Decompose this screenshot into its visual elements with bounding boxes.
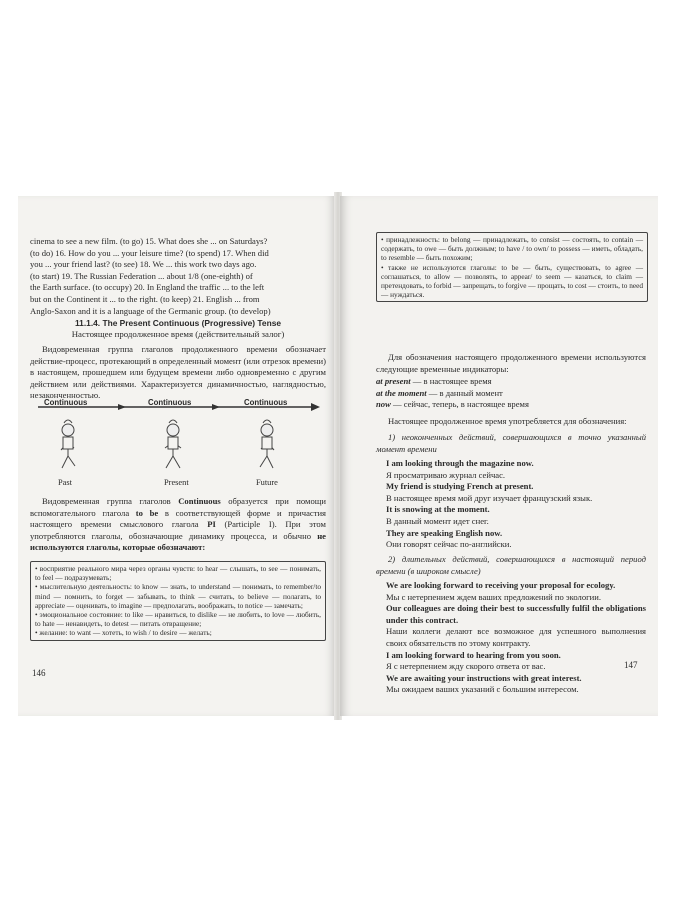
label-past: Past <box>58 478 72 487</box>
example-en: Our colleagues are doing their best to successfully fulfil the obligations under this contract. <box>386 603 646 625</box>
paragraph-definition: Видовременная группа глаголов продолженного времени обозначает действие-процесс, протекающий в определенный момент (или отрезок времени) в настоящем, прошедшем или будущем времени либо одновременно с другим действием или действиями. Характеризуется динамичностью, наглядностью, незаконченностью. <box>30 344 326 401</box>
arrow-head-icon <box>311 403 320 411</box>
examples-block-2 <box>386 580 646 696</box>
box-item: • желание: to want — хотеть, to wish / to desire — желать; <box>35 628 212 638</box>
example-en: I am looking forward to hearing from you soon. <box>386 649 561 660</box>
examples-block-1 <box>386 458 646 551</box>
arrow-head-icon <box>118 404 126 410</box>
indicator-item: now — сейчас, теперь, в настоящее время <box>376 399 529 410</box>
example-en: We are looking forward to receiving your proposal for ecology. <box>386 580 616 590</box>
paragraph-formation: Видовременная группа глаголов Continuous образуется при помощи вспомогательного глагола to be в соответствующей форме и причастия настоящего времени смыслового глагола PI (Participle I). При этом употребляются глаголы, обозначающие динамику процесса, и обычно не используются глаголы, которые обозначают: <box>30 496 327 553</box>
indicators-list <box>376 376 646 411</box>
exercise-line: but on the Continent it ... to the right. (to keep) 21. English ... from <box>30 293 260 304</box>
label-continuous-2: Continuous <box>148 398 192 407</box>
example-ru: Я с нетерпением жду скорого ответа от вас. <box>386 661 546 672</box>
label-continuous-1: Continuous <box>44 398 88 407</box>
indicator-item: at present — в настоящее время <box>376 376 492 386</box>
figure-present-icon <box>165 420 181 468</box>
verbs-box-right <box>376 232 648 302</box>
example-ru: Мы с нетерпением ждем ваших предложений по экологии. <box>386 591 601 602</box>
exercise-line: Anglo-Saxon and it is a language of the Germanic group. (to develop) <box>30 305 271 316</box>
exercise-text <box>30 236 326 317</box>
usage-point-1: 1) неоконченных действий, совершающихся в точно указанный момент времени <box>376 432 646 454</box>
exercise-line: cinema to see a new film. (to go) 15. What does she ... on Saturdays? <box>30 236 268 246</box>
label-future: Future <box>256 478 278 487</box>
example-en: It is snowing at the moment. <box>386 504 490 515</box>
figure-future-icon <box>260 420 274 468</box>
box-item: • принадлежность: to belong — принадлежать, to consist — состоять, to contain — содержать, to owe — быть должным; to have / to own/ to possess — иметь, обладать, to resemble — быть похожим; <box>381 235 643 263</box>
indicator-item: at the moment — в данный момент <box>376 387 503 398</box>
example-en: They are speaking English now. <box>386 527 503 538</box>
section-heading <box>30 318 326 340</box>
paragraph-indicators: Для обозначения настоящего продолженного времени используются следующие временные индикаторы: <box>376 352 646 374</box>
exercise-line: (to do) 16. How do you ... your leisure time? (to spend) 17. When did <box>30 247 269 258</box>
example-ru: В настоящее время мой друг изучает французский язык. <box>386 492 593 503</box>
usage-point-2: 2) длительных действий, совершающихся в настоящий период времени (в широком смысле) <box>376 554 646 576</box>
section-subtitle: Настоящее продолженное время (действительный залог) <box>71 329 285 339</box>
example-ru: В данный момент идет снег. <box>386 515 489 526</box>
box-item: • также не используются глаголы: to be — быть, существовать, to agree — соглашаться, to allow — позволять, to appear/ to seem — казаться, to claim — претендовать, to forbid — запрещать, to forgive — прощать, to cost — стоить, to need — нуждаться. <box>381 262 643 300</box>
exercise-line: (to start) 19. The Russian Federation ... about 1/8 (one-eighth) of <box>30 270 253 281</box>
page-number-right: 147 <box>624 660 638 670</box>
example-en: I am looking through the magazine now. <box>386 458 534 468</box>
box-item: • мыслительную деятельность: to know — знать, to understand — понимать, to remember/to mind — помнить, to forget — забывать, to think — считать, to believe — полагать, to appreciate — оценивать, to imagine — предполагать, воображать, to notice — замечать; <box>35 582 321 610</box>
example-en: My friend is studying French at present. <box>386 481 534 492</box>
example-en: We are awaiting your instructions with great interest. <box>386 672 582 683</box>
example-ru: Наши коллеги делают все возможное для успешного выполнения своих обязательств по этому контракту. <box>386 626 646 648</box>
label-present: Present <box>164 478 189 487</box>
paragraph-usage: Настоящее продолженное время употребляется для обозначения: <box>388 416 627 426</box>
section-title: 11.1.4. The Present Continuous (Progressive) Tense <box>74 318 282 328</box>
example-ru: Они говорят сейчас по-английски. <box>386 539 512 550</box>
box-item: • восприятие реального мира через органы чувств: to hear — слышать, to see — понимать, to feel — подразумевать; <box>35 564 321 583</box>
example-ru: Я просматриваю журнал сейчас. <box>386 469 506 480</box>
exercise-line: you ... your friend last? (to see) 18. We ... this work two days ago. <box>30 259 257 270</box>
box-item: • эмоциональное состояние: to like — нравиться, to dislike — не любить, to love — любить, to hate — ненавидеть, to detest — питать отвращение; <box>35 610 321 629</box>
page-number-left: 146 <box>32 668 46 678</box>
verbs-box-left <box>30 561 326 641</box>
exercise-line: the Earth surface. (to occupy) 20. In England the traffic ... to the left <box>30 282 265 293</box>
arrow-head-icon <box>212 404 220 410</box>
figure-past-icon <box>61 420 75 468</box>
example-ru: Мы ожидаем ваших указаний с большим интересом. <box>386 684 579 695</box>
label-continuous-3: Continuous <box>244 398 288 407</box>
